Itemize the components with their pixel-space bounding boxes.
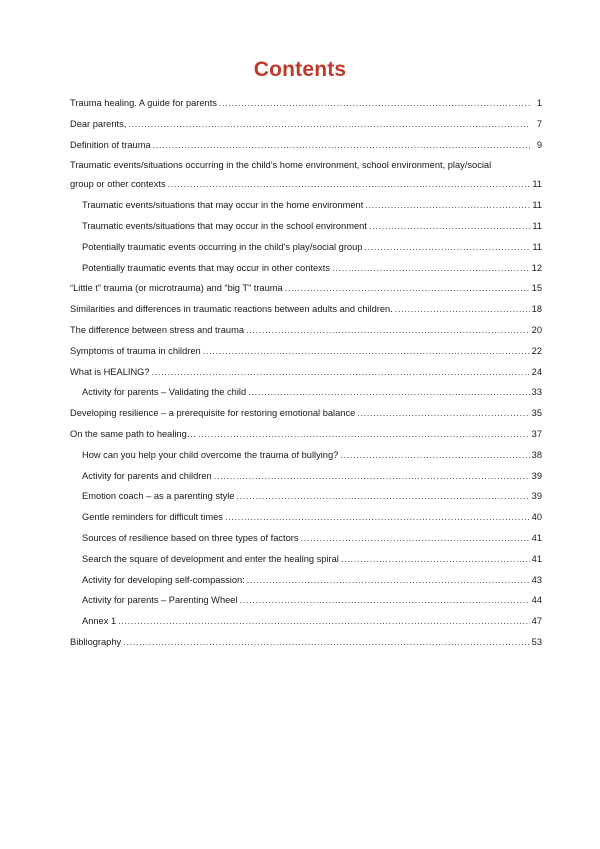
toc-entry[interactable] xyxy=(70,324,542,336)
toc-entry[interactable] xyxy=(70,407,542,419)
toc-subentry[interactable] xyxy=(70,470,542,482)
dot-leader xyxy=(248,386,529,398)
toc-page-number: 38 xyxy=(531,449,542,460)
dot-leader xyxy=(357,407,529,419)
dot-leader xyxy=(365,199,530,211)
toc-page-number: 41 xyxy=(531,532,542,543)
toc-entry-label: Trauma healing. A guide for parents xyxy=(70,98,217,108)
toc-entry[interactable] xyxy=(70,97,542,109)
toc-entry-label: Sources of resilience based on three types of factors xyxy=(82,532,299,543)
toc-page-number: 35 xyxy=(531,408,542,419)
toc-subentry[interactable] xyxy=(70,615,542,627)
toc-page-number: 39 xyxy=(531,491,542,502)
toc-entry-label: The difference between stress and trauma xyxy=(70,324,244,335)
dot-leader xyxy=(203,345,530,357)
toc-page-number: 11 xyxy=(532,179,542,190)
toc-entry-label: How can you help your child overcome the trauma of bullying? xyxy=(82,449,339,460)
toc-entry-label-line1: Traumatic events/situations occurring in the child’s home environment, school environment, play/social xyxy=(70,160,492,171)
toc-page-number: 43 xyxy=(531,574,542,585)
toc-subentry[interactable] xyxy=(70,511,542,523)
toc-entry[interactable] xyxy=(70,366,542,378)
toc-entry-line2 xyxy=(70,178,542,190)
toc-entry-label: Dear parents, xyxy=(70,118,127,129)
toc-subentry[interactable] xyxy=(70,220,542,232)
toc-page-number: 47 xyxy=(531,616,542,627)
toc-page-number: 7 xyxy=(536,118,542,129)
toc-entry-label: Activity for parents – Validating the child xyxy=(82,387,247,398)
toc-entry-label: Potentially traumatic events occurring in the child’s play/social group xyxy=(82,241,363,252)
toc-subentry[interactable] xyxy=(70,386,542,398)
dot-leader xyxy=(369,220,530,232)
toc-entry[interactable] xyxy=(70,159,542,190)
toc-entry[interactable] xyxy=(70,118,542,130)
dot-leader xyxy=(152,366,530,378)
toc-entry-label: Similarities and differences in traumatic reactions between adults and children. xyxy=(70,304,393,315)
toc-subentry[interactable] xyxy=(70,449,542,461)
toc-subentry[interactable] xyxy=(70,262,542,274)
toc-page-number: 15 xyxy=(531,283,542,294)
toc-entry-label: Emotion coach – as a parenting style xyxy=(82,491,235,502)
toc-page-number: 53 xyxy=(531,636,542,647)
toc-page-number: 9 xyxy=(536,139,542,150)
dot-leader xyxy=(118,615,530,627)
toc-entry-label-line2: group or other contexts xyxy=(70,179,166,190)
dot-leader xyxy=(285,282,530,294)
toc-entry-label: Bibliography xyxy=(70,636,122,647)
toc-page-number: 18 xyxy=(531,304,542,315)
toc-entry-label: Activity for parents – Parenting Wheel xyxy=(82,595,238,606)
dot-leader xyxy=(236,490,529,502)
toc-entry-label: Search the square of development and enter the healing spiral xyxy=(82,553,339,564)
toc-entry-label: “Little t” trauma (or microtrauma) and “big T” trauma xyxy=(70,283,283,294)
toc-entry[interactable] xyxy=(70,428,542,440)
toc-entry-label: Activity for developing self-compassion: xyxy=(82,574,245,585)
toc-page-number: 33 xyxy=(531,387,542,398)
toc-entry-label: Developing resilience – a prerequisite for restoring emotional balance xyxy=(70,408,356,419)
toc-entry-label: Potentially traumatic events that may occur in other contexts xyxy=(82,262,331,273)
dot-leader xyxy=(332,262,530,274)
toc-entry-label: Definition of trauma xyxy=(70,139,151,150)
toc-page-number: 22 xyxy=(531,345,542,356)
toc-page-number: 11 xyxy=(532,241,542,252)
dot-leader xyxy=(247,574,530,586)
dot-leader xyxy=(301,532,530,544)
toc-entry-label: Traumatic events/situations that may occur in the school environment xyxy=(82,220,367,231)
page-title: Contents xyxy=(253,58,347,81)
toc-entry[interactable] xyxy=(70,345,542,357)
toc-page-number: 1 xyxy=(536,98,542,108)
toc-subentry[interactable] xyxy=(70,199,542,211)
dot-leader xyxy=(225,511,530,523)
toc-subentry[interactable] xyxy=(70,594,542,606)
dot-leader xyxy=(395,303,530,315)
toc-page-number: 11 xyxy=(532,200,542,211)
dot-leader xyxy=(153,139,530,151)
dot-leader xyxy=(246,324,530,336)
toc-page-number: 12 xyxy=(531,262,542,273)
toc-subentry[interactable] xyxy=(70,574,542,586)
toc-entry[interactable] xyxy=(70,282,542,294)
dot-leader xyxy=(123,636,529,648)
toc-page-number: 11 xyxy=(532,220,542,231)
toc-entry-label: Traumatic events/situations that may occur in the home environment xyxy=(82,200,364,211)
toc-entry-label: On the same path to healing… xyxy=(70,428,197,439)
dot-leader xyxy=(168,178,530,190)
dot-leader xyxy=(198,428,530,440)
toc-entry-label: Annex 1 xyxy=(82,616,117,627)
toc-entry[interactable] xyxy=(70,139,542,151)
toc-subentry[interactable] xyxy=(70,241,542,253)
dot-leader xyxy=(364,241,530,253)
toc-page-number: 44 xyxy=(531,595,542,606)
toc-subentry[interactable] xyxy=(70,490,542,502)
toc-entry-label: Gentle reminders for difficult times xyxy=(82,512,223,523)
toc-page-number: 41 xyxy=(531,553,542,564)
toc-entry-label: Activity for parents and children xyxy=(82,470,212,481)
toc-subentry[interactable] xyxy=(70,553,542,565)
toc-page-number: 40 xyxy=(531,512,542,523)
toc-page-number: 20 xyxy=(531,324,542,335)
toc-page-number: 37 xyxy=(531,428,542,439)
dot-leader xyxy=(219,97,530,109)
toc-page-number: 39 xyxy=(531,470,542,481)
toc-entry[interactable] xyxy=(70,303,542,315)
toc-entry[interactable] xyxy=(70,636,542,648)
dot-leader xyxy=(240,594,530,606)
dot-leader xyxy=(340,449,529,461)
dot-leader xyxy=(128,118,530,130)
toc-page-number: 24 xyxy=(531,366,542,377)
toc-subentry[interactable] xyxy=(70,532,542,544)
dot-leader xyxy=(341,553,530,565)
toc-entry-label: What is HEALING? xyxy=(70,366,150,377)
dot-leader xyxy=(214,470,530,482)
table-of-contents xyxy=(70,97,542,657)
toc-entry-label: Symptoms of trauma in children xyxy=(70,345,201,356)
